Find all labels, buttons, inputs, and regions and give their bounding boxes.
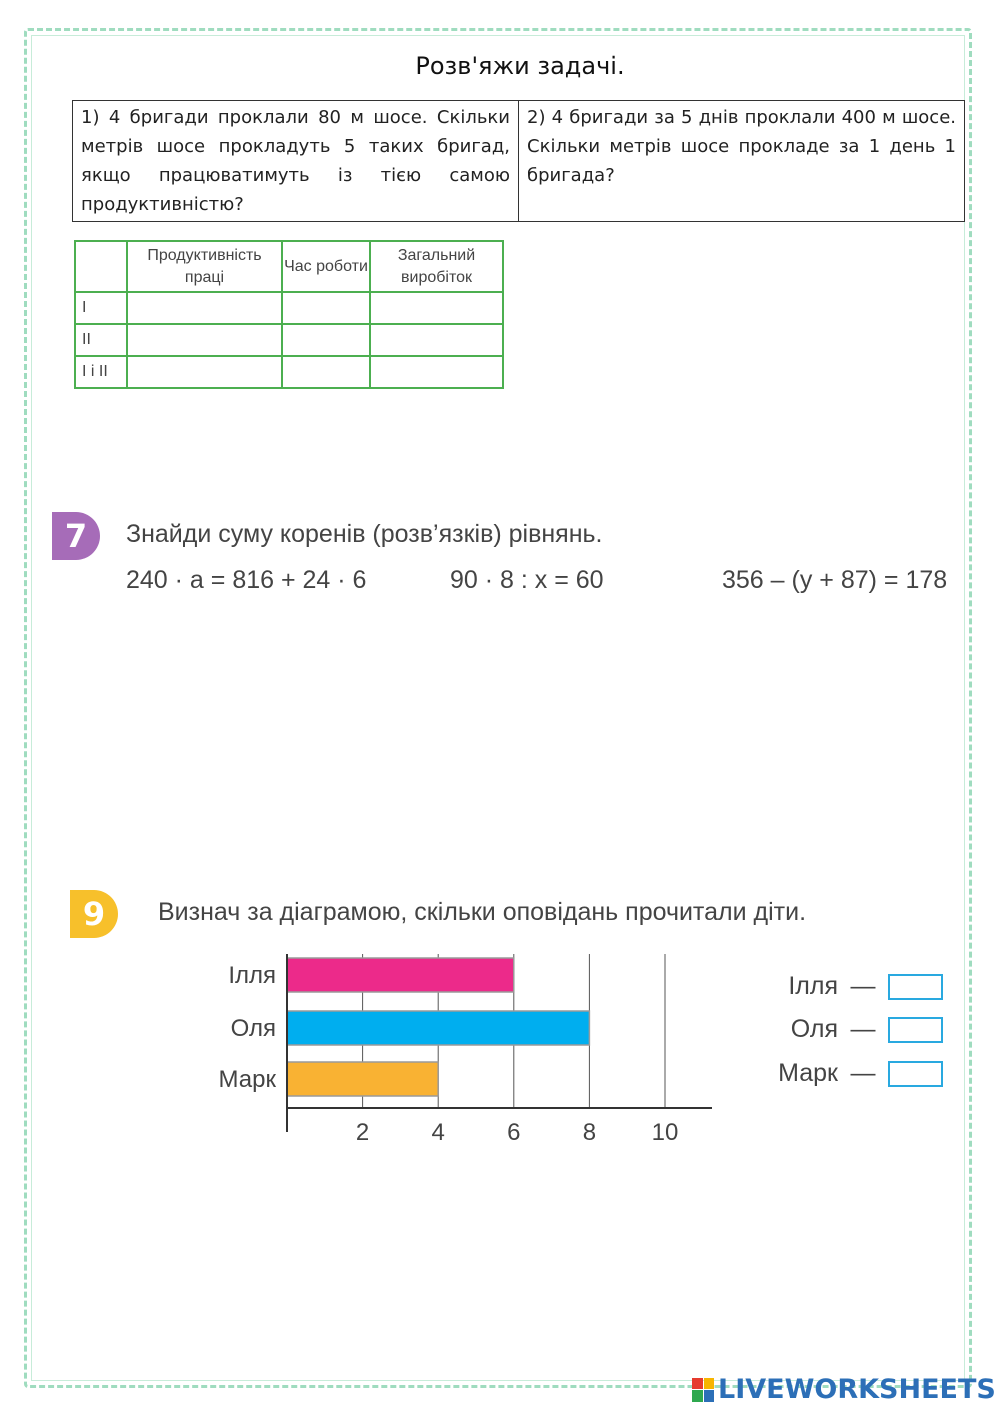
work-table-cell[interactable]	[370, 292, 503, 324]
work-table-header-empty	[75, 241, 127, 292]
work-table-header-productivity: Продуктивність праці	[127, 241, 282, 292]
tick-label: 8	[582, 1119, 597, 1146]
category-label-1: Оля	[230, 1015, 276, 1042]
work-table-header-output: Загальний виробіток	[370, 241, 503, 292]
work-table-cell[interactable]	[282, 292, 370, 324]
work-table-cell[interactable]	[127, 292, 282, 324]
bar-0	[287, 958, 514, 992]
bar-1	[287, 1011, 589, 1045]
answer-input-illia[interactable]	[888, 974, 943, 1000]
equation-3: 356 – (y + 87) = 178	[722, 566, 948, 594]
answer-name: Оля	[790, 1015, 838, 1043]
work-table-header-time: Час роботи	[282, 241, 370, 292]
work-table-row-label: I і II	[75, 356, 127, 388]
logo-text: LIVEWORKSHEETS	[718, 1374, 996, 1405]
problem-1: 1) 4 бригади проклали 80 м шосе. Скільки метрів шосе прокладуть 5 таких бригад, якщо працюватимуть із тією самою продуктивністю?	[73, 101, 519, 222]
answer-dash: —	[850, 1015, 876, 1043]
bar-chart	[200, 940, 730, 1160]
answer-name: Ілля	[788, 972, 838, 1000]
page-border-inner	[31, 35, 965, 1381]
task-7-title: Знайди суму коренів (розв’язків) рівнянь.	[126, 520, 603, 548]
tick-label: 10	[651, 1119, 679, 1146]
page-title: Розв'яжи задачі.	[415, 52, 625, 80]
work-table-row-label: I	[75, 292, 127, 324]
problems-table	[72, 100, 965, 222]
work-table-cell[interactable]	[370, 356, 503, 388]
answer-row	[760, 972, 943, 1001]
category-label-2: Марк	[218, 1066, 276, 1093]
work-table-cell[interactable]	[127, 324, 282, 356]
tick-label: 4	[431, 1119, 445, 1146]
task-9-badge: 9	[70, 890, 118, 938]
liveworksheets-logo	[692, 1374, 996, 1405]
answer-input-mark[interactable]	[888, 1061, 943, 1087]
tick-label: 6	[507, 1119, 521, 1146]
task-9-title: Визнач за діаграмою, скільки оповідань прочитали діти.	[158, 898, 807, 926]
answer-name: Марк	[778, 1059, 838, 1087]
answer-row	[760, 1015, 943, 1044]
equation-2: 90 · 8 : x = 60	[450, 566, 604, 594]
work-table	[74, 240, 504, 389]
answer-dash: —	[850, 1059, 876, 1087]
work-table-cell[interactable]	[282, 324, 370, 356]
answer-row	[760, 1059, 943, 1088]
bar-2	[287, 1062, 438, 1096]
work-table-cell[interactable]	[127, 356, 282, 388]
tick-label: 2	[355, 1119, 370, 1146]
answer-dash: —	[850, 972, 876, 1000]
work-table-cell[interactable]	[282, 356, 370, 388]
work-table-cell[interactable]	[370, 324, 503, 356]
logo-icon	[692, 1378, 714, 1402]
equation-1: 240 · a = 816 + 24 · 6	[126, 566, 367, 594]
task-7-badge: 7	[52, 512, 100, 560]
answer-input-olia[interactable]	[888, 1017, 943, 1043]
problem-2: 2) 4 бригади за 5 днів проклали 400 м шосе. Скільки метрів шосе прокладе за 1 день 1 бригада?	[519, 101, 965, 222]
category-label-0: Ілля	[228, 962, 276, 989]
work-table-row-label: II	[75, 324, 127, 356]
